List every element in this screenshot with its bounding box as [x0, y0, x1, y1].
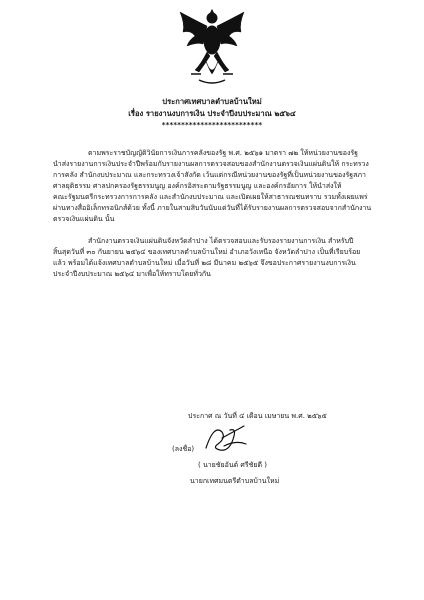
- paragraph2-line: แล้ว พร้อมได้แจ้งเทศบาลตำบลบ้านใหม่ เมื่อวันที่ ๒๘ มีนาคม ๒๕๖๕ จึงขอประกาศรายงานงบการเงิน: [53, 259, 356, 267]
- paragraph1-line: นำส่งรายงานการเงินประจำปีพร้อมกับรายงานผลการตรวจสอบของสำนักงานตรวจเงินแผ่นดินให้ กระทรวง: [53, 160, 369, 168]
- paragraph1-line: ผ่านทางสื่ออิเล็กทรอนิกส์ด้วย ทั้งนี้ ภายในสามสิบวันนับแต่วันที่ได้รับรายงานผลการตรวจสอบจากสำนักงาน: [53, 204, 372, 212]
- paragraph1-line: ศาลยุติธรรม ศาลปกครองรัฐธรรมนูญ องค์กรอิสระตามรัฐธรรมนูญ และองค์กรอัยการ ให้นำส่งให้: [53, 182, 342, 190]
- signer-name: ( นายชัยอันต์ ศรีชัยดี ): [198, 461, 267, 469]
- signer-position: นายกเทศมนตรีตำบลบ้านใหม่: [190, 477, 280, 485]
- paragraph1-line: ตรวจเงินแผ่นดิน นั้น: [53, 215, 115, 223]
- paragraph1-line: การคลัง สำนักงบประมาณ และกระทรวงเจ้าสังกัด เว้นแต่กรณีหน่วยงานของรัฐที่เป็นหน่วยงานของรัฐสภา: [53, 171, 366, 179]
- paragraph2-line: ประจำปีงบประมาณ ๒๕๖๔ มาเพื่อให้ทราบโดยทั่วกัน: [53, 270, 211, 278]
- title-separator: **************************: [161, 121, 263, 129]
- announcement-date: ประกาศ ณ วันที่ ๔ เดือน เมษายน พ.ศ. ๒๕๖๕: [188, 412, 327, 420]
- paragraph2-line: สำนักงานตรวจเงินแผ่นดินจังหวัดลำปาง ได้ตรวจสอบและรับรองรายงานการเงิน สำหรับปี: [88, 237, 354, 245]
- paragraph2-line: สิ้นสุดวันที่ ๓๐ กันยายน ๒๕๖๔ ของเทศบาลตำบลบ้านใหม่ อำเภอวังเหนือ จังหวัดลำปาง เป็นที่เรียบร้อย: [53, 248, 361, 256]
- garuda-emblem-icon: [177, 8, 247, 92]
- paragraph1-line: คณะรัฐมนตรีกระทรวงการการคลัง และสำนักงบประมาณ และเปิดเผยให้สาธารณชนทราบ รวมทั้งเผยแพร่: [53, 193, 368, 201]
- org-title: ประกาศเทศบาลตำบลบ้านใหม่: [162, 97, 262, 106]
- handwritten-signature-icon: [200, 418, 250, 460]
- paragraph1-line: ตามพระราชบัญญัติวินัยการเงินการคลังของรัฐ พ.ศ. ๒๕๖๑ มาตรา ๗๒ ให้หน่วยงานของรัฐ: [88, 149, 358, 157]
- signature-label: (ลงชื่อ): [172, 445, 195, 453]
- subject-line: เรื่อง รายงานงบการเงิน ประจำปีงบประมาณ ๒๕๖๔: [128, 109, 296, 118]
